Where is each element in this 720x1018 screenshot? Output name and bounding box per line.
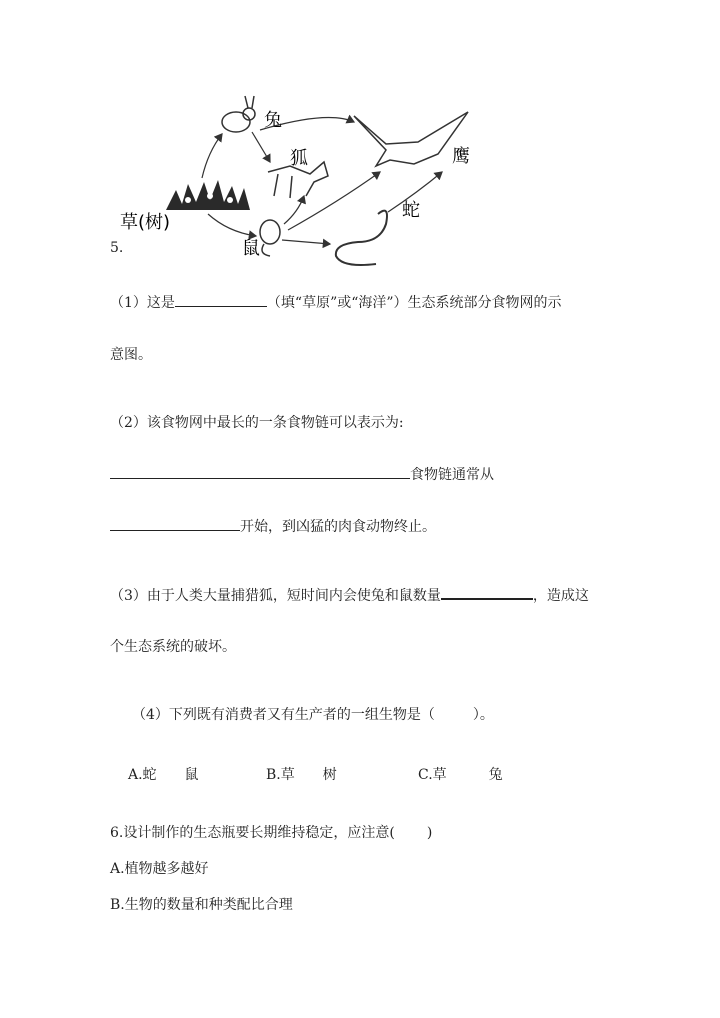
q5-part2-line2 (110, 464, 494, 484)
rabbit-illustration (222, 96, 255, 132)
label-rabbit: 兔 (264, 110, 282, 131)
food-web-arrows (202, 118, 442, 245)
q5-part4-suffix: ）。 (472, 707, 494, 723)
q5-part2-tail: 食物链通常从 (410, 467, 494, 483)
q5-part2-line3-text: 开始，到凶猛的肉食动物终止。 (240, 519, 436, 535)
q5-part4 (132, 704, 494, 724)
hawk-illustration (354, 112, 468, 166)
q5-option-b[interactable]: B.草 树 (266, 767, 337, 783)
q5-part4-prefix: （4）下列既有消费者又有生产者的一组生物是（ (132, 707, 435, 723)
q5-part3-suffix: ，造成这 (532, 588, 589, 604)
q5-part3-blank[interactable] (441, 584, 533, 600)
q5-option-c[interactable]: C.草 兔 (418, 767, 503, 783)
q5-part2-chain-blank[interactable] (110, 464, 410, 479)
q6-stem (110, 822, 432, 842)
q5-part3 (110, 584, 589, 605)
q5-part1-cont: 意图。 (110, 347, 152, 363)
q5-part2-start-blank[interactable] (110, 516, 240, 531)
q5-part2: （2）该食物网中最长的一条食物链可以表示为: (110, 415, 404, 431)
q5-part3-cont: 个生态系统的破坏。 (110, 639, 236, 655)
q5-part1-prefix: （1）这是 (110, 295, 175, 311)
grass-illustration (166, 180, 250, 210)
q5-part2-line3 (110, 516, 436, 536)
q5-part1 (110, 292, 562, 312)
q5-part1-blank[interactable] (175, 292, 267, 307)
q6-stem-prefix: 6.设计制作的生态瓶要长期维持稳定，应注意( (110, 825, 395, 841)
q6-option-b[interactable]: B.生物的数量和种类配比合理 (110, 897, 293, 913)
food-web-figure (118, 92, 498, 274)
snake-illustration (336, 211, 387, 265)
q5-part1-suffix: （填“草原”或“海洋”）生态系统部分食物网的示 (266, 295, 562, 311)
q6-stem-suffix: ) (426, 825, 433, 841)
mouse-illustration (260, 220, 280, 256)
label-mouse: 鼠 (242, 238, 260, 259)
q6-option-a[interactable]: A.植物越多越好 (110, 861, 209, 877)
label-fox: 狐 (290, 148, 308, 169)
question-5-number: 5. (110, 240, 124, 256)
q5-option-a[interactable]: A.蛇 鼠 (128, 767, 199, 783)
label-grass: 草(树) (120, 212, 171, 233)
label-snake: 蛇 (402, 200, 420, 221)
label-hawk: 鹰 (452, 146, 470, 167)
q5-part3-prefix: （3）由于人类大量捕猎狐，短时间内会使兔和鼠数量 (110, 588, 441, 604)
